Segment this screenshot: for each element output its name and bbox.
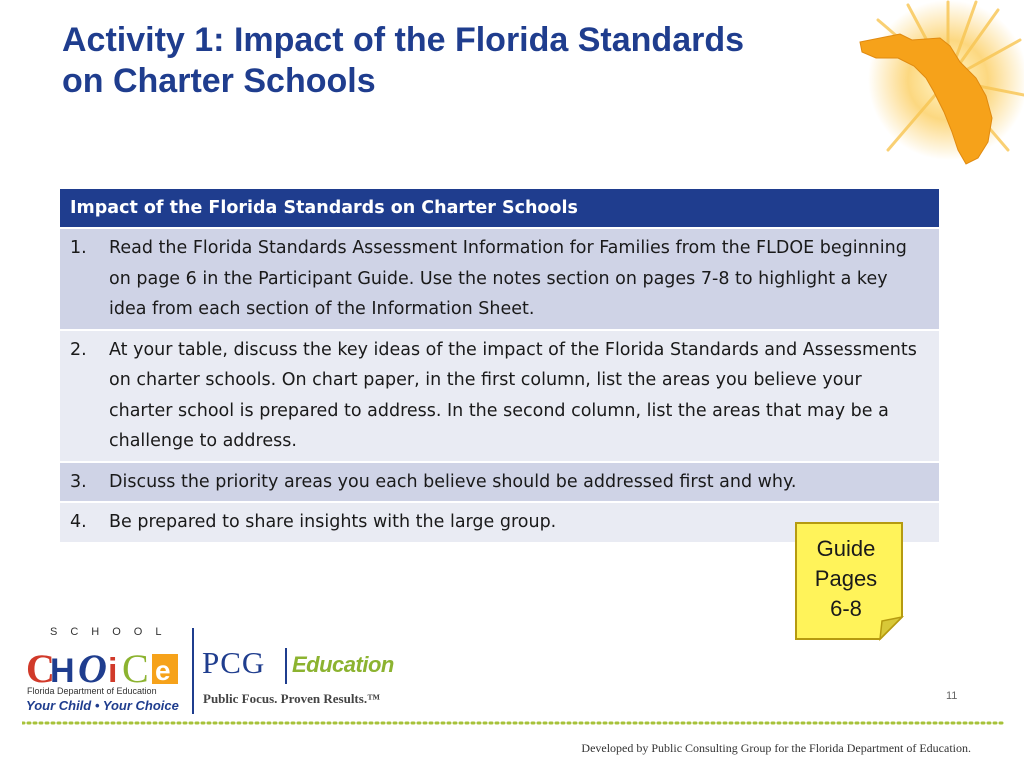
table-header: Impact of the Florida Standards on Charter Schools	[60, 189, 939, 227]
svg-text:O: O	[78, 646, 107, 691]
activity-table	[60, 189, 939, 542]
svg-text:C: C	[122, 646, 149, 691]
svg-text:e: e	[155, 655, 171, 686]
row-number: 1.	[70, 238, 87, 258]
dotted-divider	[22, 720, 1004, 726]
fdoe-label: Florida Department of Education	[27, 686, 157, 696]
florida-sun-icon	[848, 0, 1024, 176]
note-line-1: Guide	[816, 536, 876, 561]
table-row	[60, 461, 939, 502]
title-line-1: Activity 1: Impact of the Florida Standards	[62, 21, 745, 59]
table-row	[60, 329, 939, 461]
school-word: SCHOOL	[50, 626, 175, 638]
svg-text:H: H	[50, 652, 75, 690]
note-line-3: 6-8	[830, 596, 862, 621]
page-number: 11	[946, 690, 958, 702]
table-row	[60, 227, 939, 329]
note-line-2: Pages	[814, 566, 878, 591]
sticky-note-text	[794, 534, 898, 624]
svg-text:C: C	[26, 646, 55, 691]
slide-title	[62, 20, 882, 102]
row-number: 4.	[70, 512, 87, 532]
row-number: 2.	[70, 339, 87, 360]
svg-text:i: i	[108, 652, 118, 690]
title-line-2: on Charter Schools	[62, 62, 376, 100]
row-text: Read the Florida Standards Assessment Information for Families from the FLDOE beginning on page 6 in the Participant Guide. Use the notes section on pages 7-8 to highlight a key idea from each section of the Information Sheet.	[109, 238, 907, 319]
row-text: At your table, discuss the key ideas of the impact of the Florida Standards and Assessments on charter schools. On chart paper, in the first column, list the areas you believe your charter school is prepared to address. In the second column, list the areas that may be a challenge to address.	[109, 339, 917, 451]
school-tagline: Your Child • Your Choice	[26, 698, 179, 713]
row-number: 3.	[70, 471, 87, 492]
row-text: Be prepared to share insights with the large group.	[109, 512, 557, 532]
logo-divider	[192, 628, 194, 714]
pcg-divider	[285, 648, 287, 684]
pcg-tagline: Public Focus. Proven Results.™	[203, 691, 381, 706]
footer-credit: Developed by Public Consulting Group for the Florida Department of Education.	[581, 741, 971, 755]
pcg-logo: PCG	[202, 645, 266, 680]
education-label: Education	[292, 652, 394, 677]
row-text: Discuss the priority areas you each believe should be addressed first and why.	[109, 471, 797, 492]
